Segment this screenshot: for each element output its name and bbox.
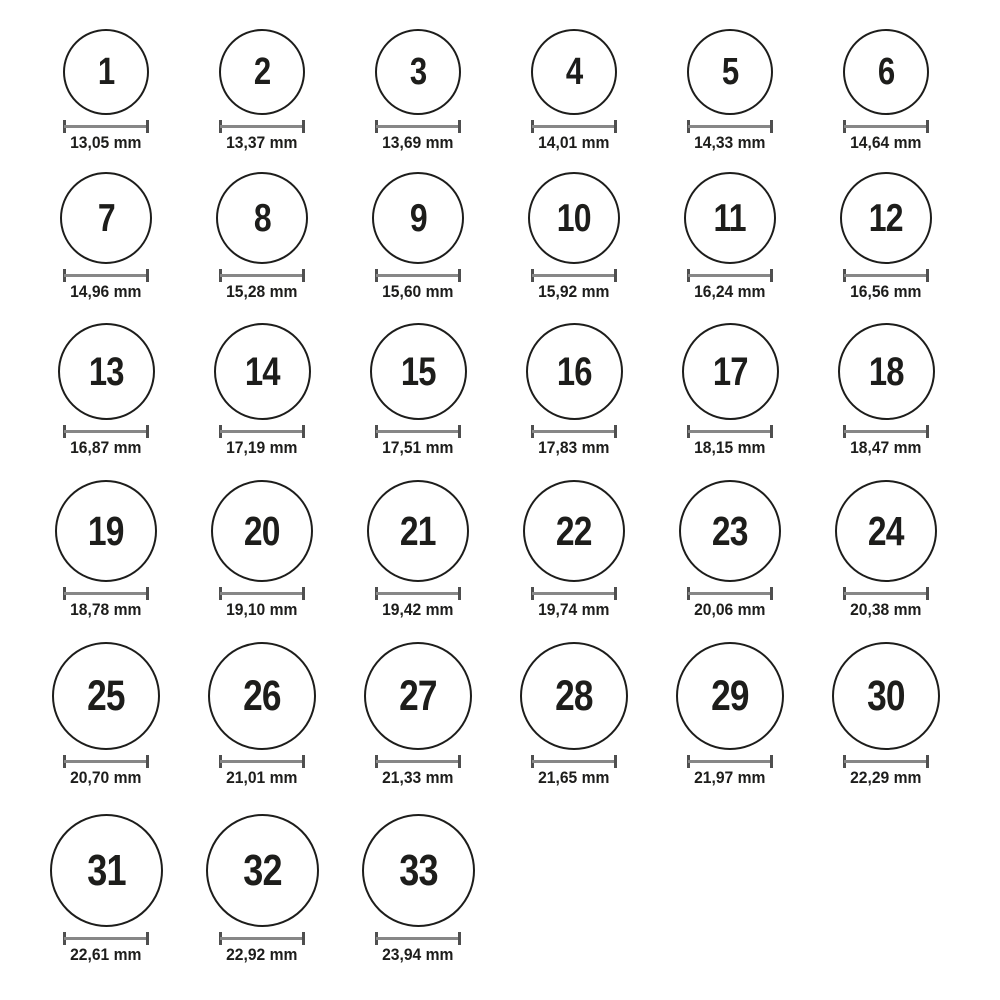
ruler-line (688, 274, 772, 277)
diameter-ruler (843, 269, 929, 282)
diameter-label: 16,24 mm (694, 282, 766, 302)
diameter-label: 23,94 mm (382, 945, 454, 965)
diameter-label: 17,19 mm (226, 438, 298, 458)
ruler-right-tick-icon (770, 587, 773, 600)
diameter-ruler (687, 755, 773, 768)
diameter-label: 13,37 mm (226, 133, 298, 153)
diameter-ruler (375, 587, 461, 600)
size-number: 4 (565, 51, 583, 94)
ruler-line (844, 125, 928, 128)
ruler-right-tick-icon (146, 755, 149, 768)
ring-size-item (58, 323, 155, 458)
size-number: 24 (868, 507, 904, 554)
size-circle (375, 29, 461, 115)
size-circle (835, 480, 937, 582)
diameter-ruler (63, 120, 149, 133)
ruler-line (220, 592, 304, 595)
diameter-ruler (219, 932, 305, 945)
size-number: 12 (869, 196, 903, 240)
ruler-right-tick-icon (926, 755, 929, 768)
size-number: 20 (244, 507, 280, 554)
size-circle (364, 642, 472, 750)
diameter-ruler (219, 269, 305, 282)
ruler-right-tick-icon (458, 120, 461, 133)
size-circle (214, 323, 311, 420)
diameter-label: 16,87 mm (70, 438, 142, 458)
ruler-right-tick-icon (146, 425, 149, 438)
size-circle (528, 172, 620, 264)
ring-size-item (367, 480, 469, 620)
ruler-line (532, 430, 616, 433)
ruler-line (532, 274, 616, 277)
ruler-right-tick-icon (302, 269, 305, 282)
ruler-line (376, 125, 460, 128)
ruler-line (688, 430, 772, 433)
ruler-right-tick-icon (302, 120, 305, 133)
ruler-line (376, 760, 460, 763)
size-circle (832, 642, 940, 750)
size-number: 21 (400, 507, 436, 554)
size-number: 5 (721, 51, 739, 94)
size-number: 1 (97, 51, 115, 94)
size-number: 23 (712, 507, 748, 554)
ruler-line (532, 125, 616, 128)
size-circle (531, 29, 617, 115)
ruler-line (376, 274, 460, 277)
ring-size-item (520, 642, 628, 788)
ring-size-item (679, 480, 781, 620)
ring-size-item (52, 642, 160, 788)
ruler-right-tick-icon (614, 755, 617, 768)
diameter-label: 17,83 mm (538, 438, 610, 458)
size-number: 11 (713, 196, 747, 240)
size-number: 29 (711, 671, 749, 720)
diameter-ruler (687, 120, 773, 133)
ruler-right-tick-icon (302, 755, 305, 768)
size-circle (58, 323, 155, 420)
diameter-label: 18,15 mm (694, 438, 766, 458)
ring-size-item (687, 29, 773, 153)
diameter-ruler (63, 425, 149, 438)
size-circle (367, 480, 469, 582)
diameter-ruler (843, 587, 929, 600)
diameter-label: 14,96 mm (70, 282, 142, 302)
size-circle (520, 642, 628, 750)
size-circle (52, 642, 160, 750)
ruler-line (220, 937, 304, 940)
diameter-label: 14,33 mm (694, 133, 766, 153)
ruler-line (844, 592, 928, 595)
size-circle (208, 642, 316, 750)
ruler-line (64, 125, 148, 128)
ruler-right-tick-icon (146, 269, 149, 282)
size-circle (55, 480, 157, 582)
diameter-label: 18,78 mm (70, 600, 142, 620)
ring-size-item (364, 642, 472, 788)
diameter-ruler (687, 269, 773, 282)
size-number: 28 (555, 671, 593, 720)
diameter-ruler (531, 587, 617, 600)
ruler-line (688, 592, 772, 595)
ruler-right-tick-icon (146, 587, 149, 600)
ruler-line (64, 274, 148, 277)
ruler-right-tick-icon (770, 755, 773, 768)
ruler-right-tick-icon (614, 269, 617, 282)
ring-size-item (375, 29, 461, 153)
diameter-ruler (63, 755, 149, 768)
ruler-line (532, 592, 616, 595)
ruler-right-tick-icon (926, 587, 929, 600)
size-circle (206, 814, 319, 927)
ring-size-item (838, 323, 935, 458)
ring-size-item (214, 323, 311, 458)
diameter-ruler (375, 932, 461, 945)
diameter-label: 21,33 mm (382, 768, 454, 788)
ring-size-item (219, 29, 305, 153)
ring-size-item (843, 29, 929, 153)
size-number: 13 (88, 349, 124, 394)
diameter-label: 20,70 mm (70, 768, 142, 788)
size-circle (362, 814, 475, 927)
diameter-label: 15,92 mm (538, 282, 610, 302)
diameter-label: 22,29 mm (850, 768, 922, 788)
ruler-line (64, 760, 148, 763)
size-circle (840, 172, 932, 264)
ring-size-item (206, 814, 319, 965)
size-circle (687, 29, 773, 115)
diameter-ruler (375, 269, 461, 282)
size-number: 6 (877, 51, 895, 94)
diameter-label: 21,65 mm (538, 768, 610, 788)
diameter-label: 20,38 mm (850, 600, 922, 620)
diameter-ruler (219, 587, 305, 600)
ring-size-item (526, 323, 623, 458)
size-circle (843, 29, 929, 115)
size-number: 31 (86, 845, 126, 895)
ring-size-item (362, 814, 475, 965)
ring-size-item (523, 480, 625, 620)
ring-size-item (63, 29, 149, 153)
diameter-ruler (531, 120, 617, 133)
ruler-line (376, 430, 460, 433)
diameter-label: 17,51 mm (382, 438, 454, 458)
diameter-ruler (63, 269, 149, 282)
ruler-line (220, 125, 304, 128)
size-circle (219, 29, 305, 115)
ring-size-item (55, 480, 157, 620)
ruler-right-tick-icon (302, 932, 305, 945)
size-circle (372, 172, 464, 264)
size-circle (676, 642, 784, 750)
size-number: 2 (253, 51, 271, 94)
diameter-label: 14,64 mm (850, 133, 922, 153)
size-number: 7 (97, 196, 115, 240)
size-number: 3 (409, 51, 427, 94)
size-number: 17 (712, 349, 748, 394)
ring-size-item (208, 642, 316, 788)
diameter-ruler (63, 587, 149, 600)
size-circle (216, 172, 308, 264)
ring-size-item (528, 172, 620, 302)
diameter-label: 15,28 mm (226, 282, 298, 302)
diameter-ruler (219, 120, 305, 133)
ring-size-item (682, 323, 779, 458)
ruler-line (688, 125, 772, 128)
size-circle (526, 323, 623, 420)
ruler-right-tick-icon (458, 587, 461, 600)
ring-size-item (50, 814, 163, 965)
diameter-ruler (219, 755, 305, 768)
diameter-ruler (375, 755, 461, 768)
size-circle (682, 323, 779, 420)
diameter-ruler (687, 425, 773, 438)
diameter-ruler (375, 120, 461, 133)
ruler-right-tick-icon (146, 932, 149, 945)
diameter-ruler (687, 587, 773, 600)
diameter-ruler (63, 932, 149, 945)
size-number: 16 (556, 349, 592, 394)
size-circle (523, 480, 625, 582)
ruler-right-tick-icon (302, 425, 305, 438)
diameter-label: 18,47 mm (850, 438, 922, 458)
ring-size-item (531, 29, 617, 153)
size-number: 25 (87, 671, 125, 720)
diameter-label: 13,69 mm (382, 133, 454, 153)
diameter-ruler (843, 425, 929, 438)
diameter-label: 21,97 mm (694, 768, 766, 788)
size-circle (370, 323, 467, 420)
diameter-label: 14,01 mm (538, 133, 610, 153)
diameter-label: 19,42 mm (382, 600, 454, 620)
ruler-right-tick-icon (614, 425, 617, 438)
ring-size-item (372, 172, 464, 302)
diameter-ruler (843, 120, 929, 133)
ruler-line (64, 592, 148, 595)
diameter-label: 19,74 mm (538, 600, 610, 620)
ruler-right-tick-icon (926, 269, 929, 282)
ruler-right-tick-icon (770, 425, 773, 438)
ruler-right-tick-icon (770, 120, 773, 133)
size-number: 18 (868, 349, 904, 394)
ruler-line (220, 430, 304, 433)
ruler-line (376, 592, 460, 595)
diameter-label: 21,01 mm (226, 768, 298, 788)
ring-size-item (60, 172, 152, 302)
size-circle (60, 172, 152, 264)
ruler-line (220, 760, 304, 763)
diameter-ruler (531, 269, 617, 282)
diameter-ruler (843, 755, 929, 768)
ruler-line (844, 430, 928, 433)
ruler-line (64, 937, 148, 940)
diameter-label: 19,10 mm (226, 600, 298, 620)
ruler-right-tick-icon (146, 120, 149, 133)
size-circle (684, 172, 776, 264)
size-circle (50, 814, 163, 927)
ring-size-item (832, 642, 940, 788)
diameter-ruler (531, 425, 617, 438)
ruler-right-tick-icon (926, 120, 929, 133)
ring-size-item (216, 172, 308, 302)
size-circle (838, 323, 935, 420)
ruler-right-tick-icon (770, 269, 773, 282)
diameter-ruler (531, 755, 617, 768)
size-number: 14 (244, 349, 280, 394)
diameter-label: 22,61 mm (70, 945, 142, 965)
ruler-line (220, 274, 304, 277)
ruler-right-tick-icon (458, 269, 461, 282)
ruler-right-tick-icon (458, 425, 461, 438)
ring-size-item (684, 172, 776, 302)
ruler-right-tick-icon (614, 120, 617, 133)
size-number: 33 (398, 845, 438, 895)
size-number: 19 (88, 507, 124, 554)
diameter-ruler (219, 425, 305, 438)
ring-size-item (370, 323, 467, 458)
size-number: 32 (242, 845, 282, 895)
ruler-line (64, 430, 148, 433)
size-number: 8 (253, 196, 271, 240)
ruler-line (688, 760, 772, 763)
diameter-label: 15,60 mm (382, 282, 454, 302)
ruler-right-tick-icon (614, 587, 617, 600)
size-circle (211, 480, 313, 582)
ruler-right-tick-icon (458, 932, 461, 945)
ring-size-item (211, 480, 313, 620)
size-number: 26 (243, 671, 281, 720)
ruler-line (532, 760, 616, 763)
ring-size-item (835, 480, 937, 620)
diameter-ruler (375, 425, 461, 438)
size-number: 30 (867, 671, 905, 720)
diameter-label: 16,56 mm (850, 282, 922, 302)
ruler-line (376, 937, 460, 940)
ring-size-item (840, 172, 932, 302)
size-number: 15 (400, 349, 436, 394)
diameter-label: 13,05 mm (70, 133, 142, 153)
diameter-label: 22,92 mm (226, 945, 298, 965)
size-number: 27 (399, 671, 437, 720)
diameter-label: 20,06 mm (694, 600, 766, 620)
size-number: 10 (557, 196, 591, 240)
ruler-line (844, 760, 928, 763)
size-number: 9 (409, 196, 427, 240)
ruler-right-tick-icon (926, 425, 929, 438)
ruler-right-tick-icon (302, 587, 305, 600)
ruler-line (844, 274, 928, 277)
ruler-right-tick-icon (458, 755, 461, 768)
size-number: 22 (556, 507, 592, 554)
ring-size-item (676, 642, 784, 788)
size-circle (63, 29, 149, 115)
size-circle (679, 480, 781, 582)
